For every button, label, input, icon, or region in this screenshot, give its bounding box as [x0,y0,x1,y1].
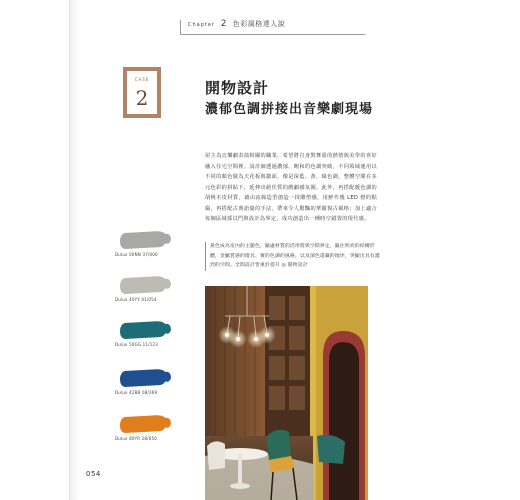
chapter-title: 色彩風格達人說 [232,20,286,28]
case-label: CASE [134,77,150,82]
page-number: 054 [86,470,101,478]
swatch-label-2: Dulux 40YY 41/054 [115,297,157,302]
page-title: 開物設計 [205,79,270,97]
header-rule [180,34,365,35]
interior-photo [205,286,368,500]
paint-swatch-2 [115,277,175,302]
page-subtitle: 濃郁色調拼接出音樂劇現場 [205,102,374,117]
case-badge [123,67,161,118]
paint-stroke-4 [120,369,168,387]
swatch-label-3: Dulux 50GG 11/123 [115,342,158,347]
swatch-label-1: Dulux 00NN 37/000 [115,252,158,257]
chapter-header [188,19,285,29]
chapter-number: 2 [220,19,227,29]
swatch-label-4: Dulux 42BB 08/369 [115,390,158,395]
photo-caption: 黃色成為室內的主題色，隨處材質的活用將與空間界定，隨往明亮的結構形體，金屬質感的燈具、實的色調的風格，以及深色還藏的地坪，突顯出具有濃烈的空間。全間設計皆重於提升 ◎ 開物設計 [205,242,382,271]
chapter-word: Chapter [188,22,215,28]
header-tick [180,20,181,35]
paint-swatch-5 [115,416,175,441]
paint-stroke-3 [120,321,168,339]
body-paragraph: 屋主為音樂劇表演相關的職業，希望將自身對舞臺的熱情與美學的喜好融入住宅空間裡。設計師透過濃郁、飽和的色調突破，不同領域運用以不同的顏色做為天花板與牆面，像是深藍、黃、綠色調，整體空間在多元色彩的拼貼下，延伸出絕佳質的戲劇感氛圍。此外，再搭配暖色調的胡桃木皮材質，藉由流線造型創造一抹雕塑感，用鮮作幾 LED 燈的點綴，再搭配古典語彙的手法，帶來令人驚豔的華麗復古風格；加上適合每個區域採以門與設計為界定，成功創造出一種時空錯置的現代感。 [205,153,377,222]
case-number: 2 [135,86,149,110]
page-fold-shadow [70,0,80,500]
paint-stroke-1 [120,231,168,249]
paint-stroke-2 [120,276,168,294]
swatch-label-5: Dulux 80YR 28/650 [115,436,157,441]
paint-swatch-4 [115,370,175,395]
paint-swatch-1 [115,232,175,257]
paint-swatch-3 [115,322,175,347]
paint-stroke-5 [120,415,168,433]
